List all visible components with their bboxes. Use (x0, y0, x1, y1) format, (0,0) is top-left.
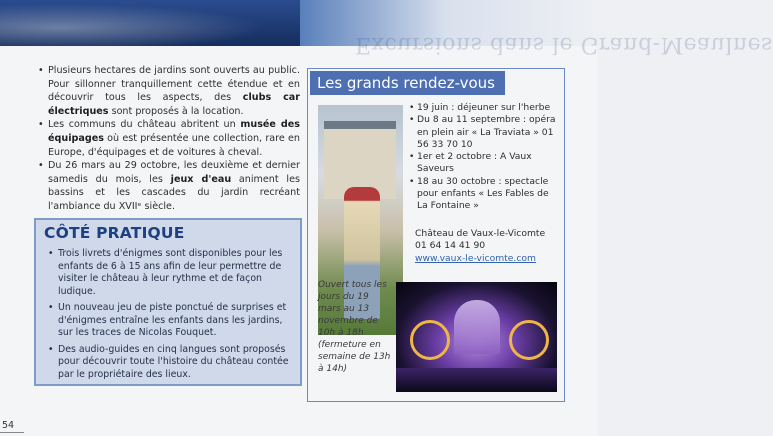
cote-pratique-list (48, 248, 294, 385)
rendez-vous-title: Les grands rendez-vous (317, 74, 495, 92)
water-reflection (396, 368, 557, 392)
page-number-rule (0, 432, 24, 433)
pratique-item: • Trois livrets d'énigmes sont disponibles pour les enfants de 6 à 15 ans afin de leur permettre de visiter le château à leur rythme et de façon ludique. (48, 248, 294, 298)
event-item: • 1er et 2 octobre : A Vaux Saveurs (409, 151, 559, 176)
event-item: • 19 juin : déjeuner sur l'herbe (409, 102, 559, 114)
website-link[interactable]: www.vaux-le-vicomte.com (415, 252, 536, 264)
event-item: • Du 8 au 11 septembre : opéra en plein air « La Traviata » 01 56 33 70 10 (409, 114, 559, 151)
intro-column (38, 64, 300, 214)
contact-info (415, 228, 545, 265)
events-list (409, 102, 559, 213)
event-item: • 18 au 30 octobre : spectacle pour enfants « Les Fables de La Fontaine » (409, 176, 559, 213)
banner-photo (0, 0, 300, 46)
cote-pratique-box (34, 218, 302, 386)
light-ring-right (509, 320, 549, 360)
illuminated-dome (454, 300, 500, 354)
cote-pratique-title: CÔTÉ PRATIQUE (44, 224, 185, 242)
intro-list (38, 64, 300, 214)
pratique-item: • Un nouveau jeu de piste ponctué de surprises et d'énigmes entraîne les enfants dans les jardins, sur les traces de Nicolas Fouquet. (48, 302, 294, 340)
intro-item-gardens: • Plusieurs hectares de jardins sont ouverts au public. Pour sillonner tranquillement cette étendue et en découvrir tous les aspects, des clubs car électriques sont proposés à la location. (38, 64, 300, 118)
contact-phone: 01 64 14 41 90 (415, 240, 486, 252)
page-number: 54 (2, 420, 15, 431)
chateau-night-photo (396, 282, 557, 392)
intro-item-fountains: • Du 26 mars au 29 octobre, les deuxième et dernier samedis du mois, les jeux d'eau animent les bassins et les cascades du jardin recréant l'ambiance du XVIIᵉ siècle. (38, 159, 300, 213)
banner-title: Excursions dans le Grand-Meaulnes (355, 32, 773, 57)
rendez-vous-box (307, 68, 565, 402)
top-banner (0, 0, 773, 57)
opening-hours: Ouvert tous les jours du 19 mars au 13 novembre de 10h à 18h (fermeture en semaine de 13h à 14h) (318, 280, 391, 374)
contact-name: Château de Vaux-le-Vicomte (415, 228, 546, 239)
intro-item-museum: • Les communs du château abritent un musée des équipages où est présentée une collection, rare en Europe, d'équipages et de voitures à cheval. (38, 118, 300, 159)
pratique-item: • Des audio-guides en cinq langues sont proposés pour découvrir toute l'histoire du château contée par le propriétaire des lieux. (48, 344, 294, 382)
rendez-vous-header (310, 71, 505, 95)
light-ring-left (410, 320, 450, 360)
